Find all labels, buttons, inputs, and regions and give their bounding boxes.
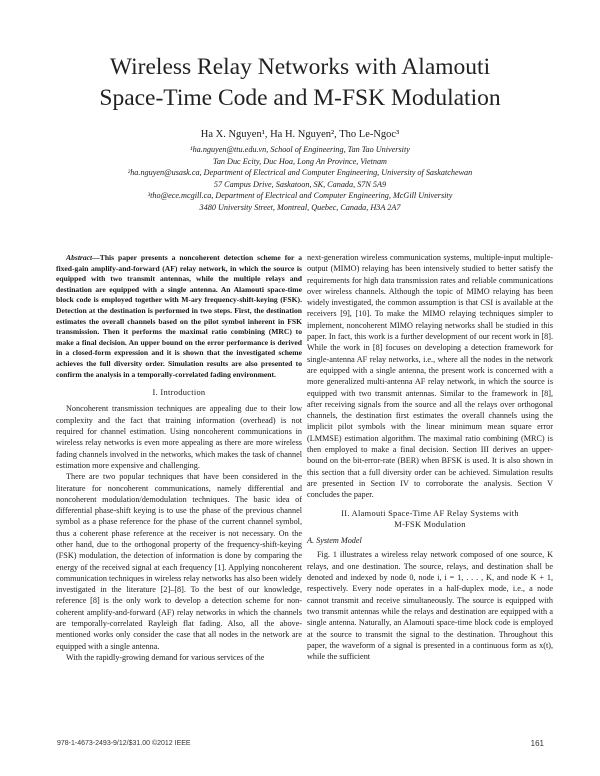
intro-paragraph: With the rapidly-growing demand for various services of the xyxy=(66,652,265,662)
right-column xyxy=(307,252,553,662)
section-heading-introduction: I. Introduction xyxy=(152,388,206,398)
intro-paragraph: There are two popular techniques that have been considered in the literature for noncoherent communications, namely differential and noncoherent modulation/demodulation techniques. The basic idea of differential phase-shift keying is to use the phase of the previous channel symbol as a phase reference for the phase of the current channel symbol, thus a coherent phase reference at the receiver is not necessary. On the other hand, due to the orthogonal property of the frequency-shift-keying (FSK) modulation, the detection of information is done by comparing the energy of the received signal at each frequency [1]. Applying noncoherent communication techniques in wireless relay networks has also been widely investigated in the literature [2]–[8]. To the best of our knowledge, reference [8] is the only work to develop a detection scheme for non-coherent amplify-and-forward (AF) relay networks in which the channels are temporally-correlated Rayleigh flat fading. Also, all the above-mentioned works only consider the case that all nodes in the network are equipped with a single antenna. xyxy=(56,472,302,651)
title-line-1: Wireless Relay Networks with Alamouti xyxy=(109,54,491,80)
system-model-paragraph: Fig. 1 illustrates a wireless relay network composed of one source, K relays, and one destination. The source, relays, and destination shall be denoted and indexed by node 0, node i, i = 1, . . . , K, and node K + 1, respectively. Every node operates in a half-duplex mode, i.e., a node cannot transmit and receive simultaneously. The source is equipped with two transmit antennas while the relays and destination are equipped with a single antenna. Naturally, an Alamouti space-time block code is employed at the source to transmit the signal to the destination. Throughout this paper, the waveform of a signal is presented in a continuous form as x(t), while the sufficient xyxy=(307,550,553,662)
affiliation-line: ¹ha.nguyen@ttu.edu.vn, School of Engineering, Tan Tao University xyxy=(190,145,410,154)
abstract xyxy=(56,253,302,380)
title-line-2: Space-Time Code and M-FSK Modulation xyxy=(99,85,501,111)
intro-continuation-paragraph: next-generation wireless communication systems, multiple-input multiple-output (MIMO) relaying has been intensively studied to better satisfy the requirements for high data transmission rates and reliable communications over wireless channels. Although the topic of MIMO relaying has been widely investigated, the common assumption is that CSI is available at the receivers [9], [10]. To make the MIMO relaying techniques simpler to implement, noncoherent MIMO relaying networks shall be studied in this paper. In fact, this work is a further development of our recent work in [8]. While the work in [8] focuses on developing a detection framework for single-antenna AF relay networks, i.e., where all the nodes in the network are equipped with a single antenna, the present work is concerned with a more generalized multi-antenna AF relay network, in which the source is equipped with two transmit antennas. Similar to the framework in [8], after receiving signals from the source and all the relays over orthogonal channels, the destination first estimates the overall channels using the implicit pilot symbols with the linear minimum mean square error (LMMSE) estimation algorithm. The maximal ratio combining (MRC) is then employed to make a final decision. Section III derives an upper-bound on the bit-error-rate (BER) when BFSK is used. It is also shown in this section that a full diversity order can be achieved. Simulation results are presented in Section IV to corroborate the analysis. Section V concludes the paper. xyxy=(307,253,553,500)
affiliation-line: Tan Duc Ecity, Duc Hoa, Long An Province, Vietnam xyxy=(213,156,387,166)
abstract-text: —This paper presents a noncoherent detection scheme for a fixed-gain amplify-and-forward (AF) relay network, in which the source is equipped with two transmit antennas, while the multiple relays and destination are equipped with a single antenna. An Alamouti space-time block code is employed together with M-ary frequency-shift-keying (FSK). Detection at the destination is performed in two steps. First, the destination estimates the overall channels based on the pilot symbol inherent in FSK transmission. Then it performs the maximal ratio combining (MRC) to make a final decision. An upper bound on the error performance is derived in a closed-form expression and it is shown that the investigated scheme achieves the full diversity order. Simulation results are also presented to confirm the analysis in a temporally-correlated fading environment. xyxy=(56,253,302,379)
author-list: Ha X. Nguyen¹, Ha H. Nguyen², Tho Le-Ngoc³ xyxy=(200,129,400,140)
intro-paragraph: Noncoherent transmission techniques are appealing due to their low complexity and the fact that training information (overhead) is not required for channel estimation. Using noncoherent communications in wireless relay networks is even more appealing as there are more wireless fading channels involved in the networks, which makes the task of channel estimation more expensive and challenging. xyxy=(56,404,302,470)
section-heading-2-line-1: II. Alamouti Space-Time AF Relay Systems with xyxy=(341,508,519,518)
affiliations xyxy=(60,144,540,213)
page-number: 161 xyxy=(530,739,544,748)
section-heading-2-line-2: M-FSK Modulation xyxy=(394,519,466,529)
section-heading-2 xyxy=(307,508,553,531)
subsection-heading-system-model: A. System Model xyxy=(307,536,362,546)
footer-isbn: 978-1-4673-2493-9/12/$31.00 ©2012 IEEE xyxy=(57,740,191,747)
affiliation-line: ²ha.nguyen@usask.ca, Department of Electrical and Computer Engineering, University of Saskatchewan xyxy=(127,168,473,177)
affiliation-line: ³tho@ece.mcgill.ca, Department of Electrical and Computer Engineering, McGill University xyxy=(147,191,453,200)
abstract-lead: Abstract xyxy=(66,253,93,262)
left-column xyxy=(56,253,302,663)
affiliation-line: 57 Campus Drive, Saskatoon, SK, Canada, S7N 5A9 xyxy=(213,179,387,189)
affiliation-line: 3480 University Street, Montreal, Quebec, Canada, H3A 2A7 xyxy=(199,202,401,212)
paper-title xyxy=(60,52,540,114)
